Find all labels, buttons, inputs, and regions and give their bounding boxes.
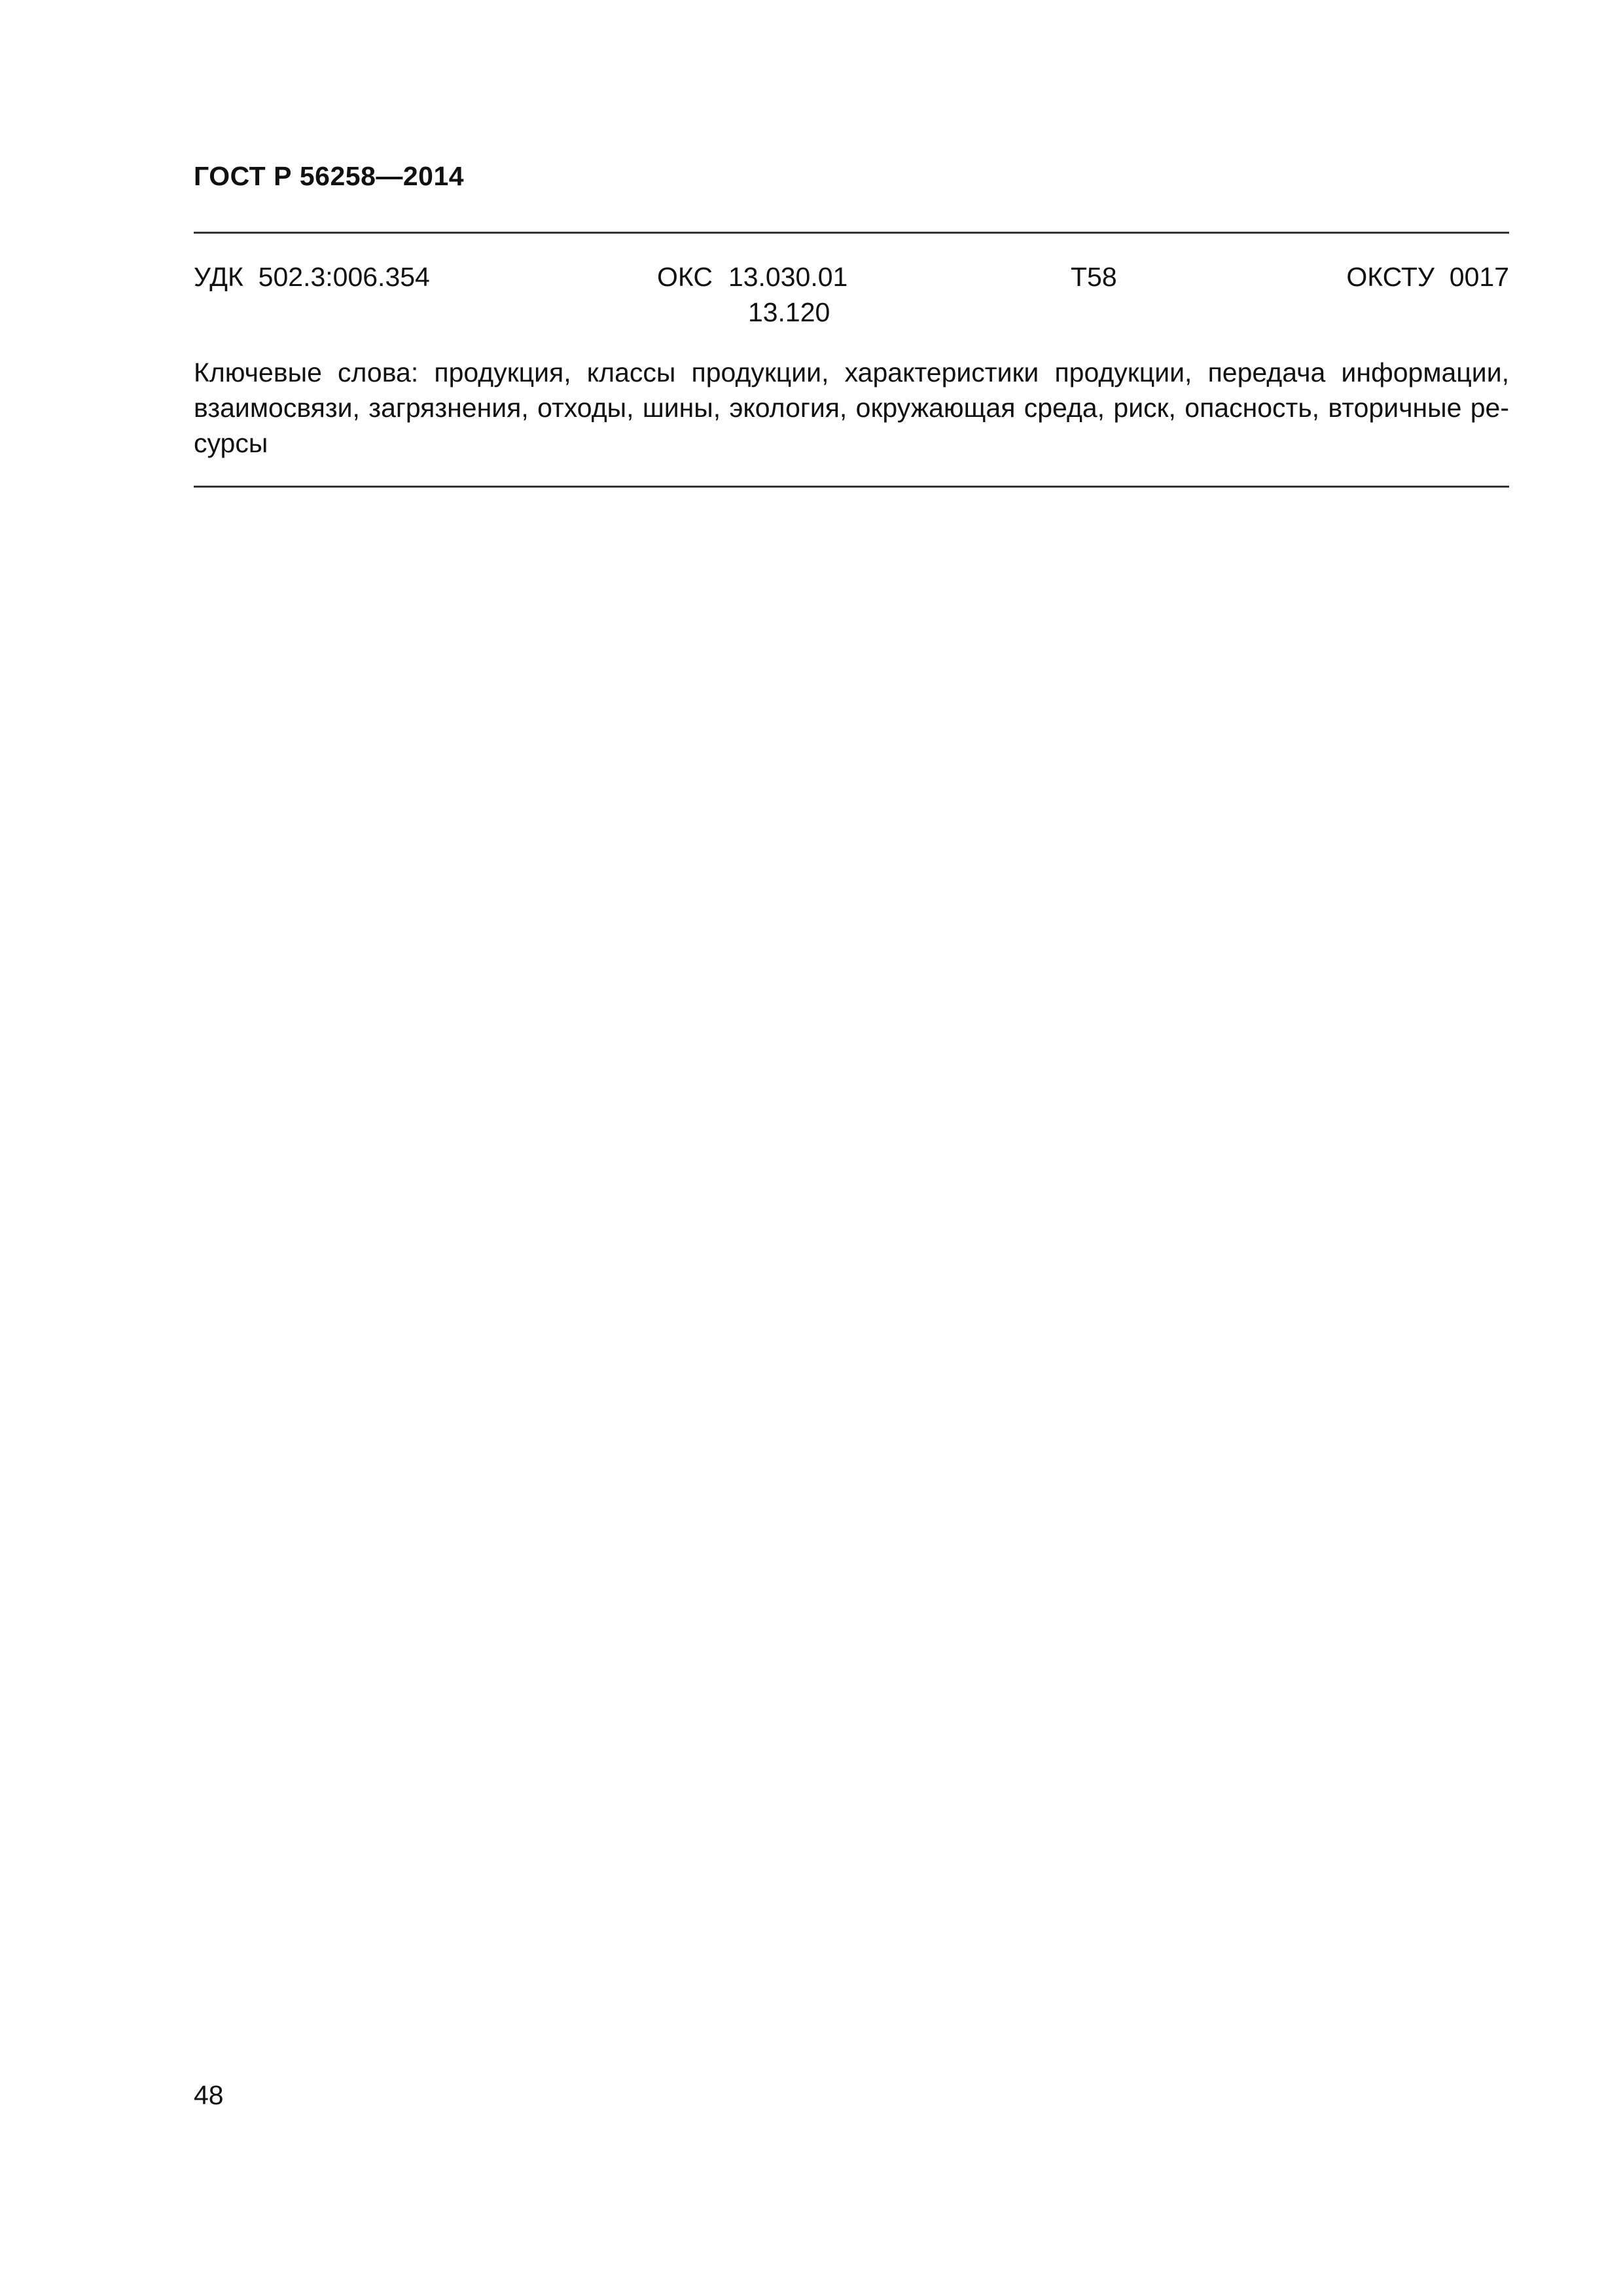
okstu-classification: [1346, 259, 1509, 295]
oks-codes: [728, 259, 847, 330]
top-divider: [194, 232, 1509, 234]
oks-code-secondary: 13.120: [747, 297, 830, 327]
document-code: ГОСТ Р 56258—2014: [194, 161, 465, 191]
udk-classification: [194, 259, 430, 295]
oks-label: ОКС: [657, 262, 713, 292]
group-code: Т58: [1071, 262, 1117, 292]
udk-value: 502.3:006.354: [258, 262, 430, 292]
bottom-divider: [194, 486, 1509, 488]
oks-classification: [657, 259, 847, 330]
oks-code-primary: 13.030.01: [728, 262, 848, 292]
udk-label: УДК: [194, 262, 243, 292]
okstu-value: 0017: [1449, 262, 1509, 292]
okstu-label: ОКСТУ: [1346, 262, 1435, 292]
page-number: 48: [194, 2080, 224, 2110]
keywords-paragraph: Ключевые слова: продукция, классы продукции, характеристики продукции, передача информации, взаимосвязи, загрязнения, отходы, шины, экология, окружающая среда, риск, опасность, вторичные ре- сурсы: [194, 357, 1509, 458]
